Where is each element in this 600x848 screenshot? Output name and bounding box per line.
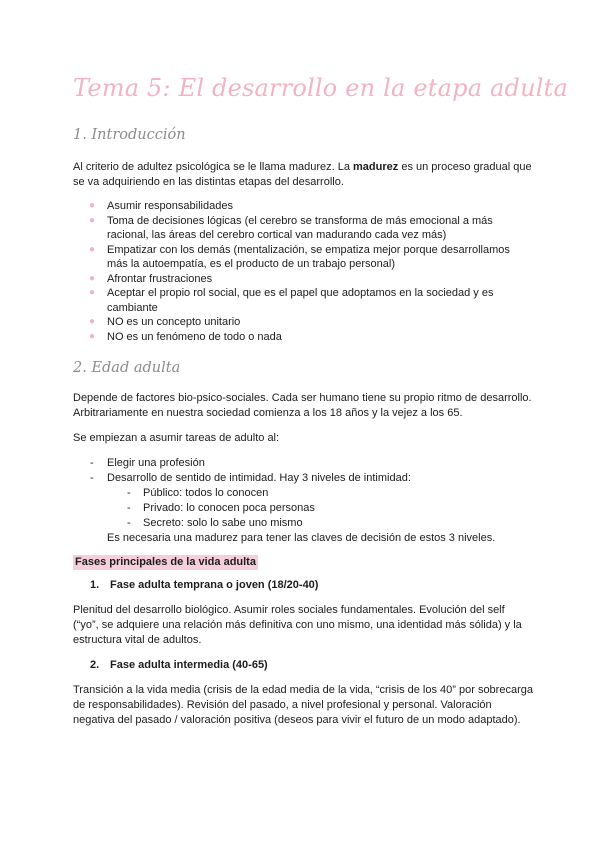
phase1-title: Fase adulta temprana o joven (18/20-40) (110, 579, 319, 591)
bullet-icon: ● (89, 214, 96, 226)
list-item (73, 272, 533, 287)
dash-marker: - (90, 472, 94, 484)
bullet-icon: ● (89, 243, 96, 255)
bullet-icon: ● (89, 287, 96, 298)
adult-age-paragraph: Depende de factores bio-psico-sociales. Cada ser humano tiene su propio ritmo de desarrollo. Arbitrariamente en nuestra sociedad comienza a los 18 años y la vejez a los 65. (73, 392, 532, 419)
phase2-title: Fase adulta intermedia (40-65) (110, 659, 268, 671)
list-item (73, 199, 533, 214)
list-item (73, 243, 533, 272)
adult-tasks-list (73, 456, 533, 546)
list-item-text: Empatizar con los demás (mentalización, se empatiza mejor porque desarrollamos más la autoempatía, es el producto de un trabajo personal) (107, 243, 510, 270)
phase1-number: 1. (90, 579, 100, 591)
intimacy-levels-list (73, 486, 533, 531)
intro-text-a: Al criterio de adultez psicológica se le llama madurez. La (73, 161, 354, 173)
list-item (73, 486, 533, 501)
list-item-text: Afrontar frustraciones (107, 272, 213, 285)
maturity-criteria-list (73, 199, 533, 344)
bullet-icon: ● (89, 200, 96, 211)
list-item (73, 501, 533, 516)
list-item-text: Aceptar el propio rol social, que es el papel que adoptamos en la sociedad y es cambiante (107, 287, 494, 314)
intro-paragraph (73, 160, 533, 190)
phases-heading: Fases principales de la vida adulta (75, 556, 256, 568)
section-heading-edad-adulta: 2. Edad adulta (73, 360, 181, 376)
phase2-number: 2. (90, 659, 100, 671)
phase1-paragraph: Plenitud del desarrollo biológico. Asumir roles sociales fundamentales. Evolución del self (“yo”, se adquiere una relación más definitiva con uno mismo, una identidad más sólida) y la estructura vital de adultos. (73, 604, 522, 646)
list-item (73, 286, 533, 315)
list-item-text: Privado: lo conocen poca personas (143, 502, 315, 514)
intro-text-b: es un proceso gradual que se va adquiriendo en las distintas etapas del desarrollo. (73, 161, 532, 188)
intro-bold-term: madurez (353, 161, 399, 173)
list-item-text: Desarrollo de sentido de intimidad. Hay 3 niveles de intimidad: (107, 472, 411, 484)
list-item-text: Elegir una profesión (107, 457, 205, 469)
list-item-text: Asumir responsabilidades (107, 200, 233, 212)
bullet-icon: ● (89, 272, 96, 284)
intimacy-levels-container (73, 486, 533, 531)
page-title: Tema 5: El desarrollo en la etapa adulta (73, 74, 568, 102)
list-item-text: Público: todos lo conocen (143, 487, 269, 499)
dash-marker: - (127, 487, 131, 499)
dash-marker: - (127, 517, 131, 529)
section-heading-introduccion: 1. Introducción (73, 127, 186, 143)
adult-tasks-intro: Se empiezan a asumir tareas de adulto al: (73, 432, 280, 444)
list-item-text: NO es un fenómeno de todo o nada (107, 330, 282, 343)
list-item (73, 315, 533, 330)
list-item-text: Secreto: solo lo sabe uno mismo (143, 517, 303, 529)
bullet-icon: ● (89, 330, 96, 342)
phase2-heading (90, 658, 268, 673)
list-item (73, 456, 533, 471)
intimacy-note: Es necesaria una madurez para tener las claves de decisión de estos 3 niveles. (107, 532, 496, 544)
dash-marker: - (90, 457, 94, 469)
phase2-paragraph: Transición a la vida media (crisis de la edad media de la vida, “crisis de los 40” por sobrecarga de responsabilidades). Revisión del pasado, a nivel profesional y personal. Valoración negativa del pasado / valoración positiva (deseos para vivir el futuro de un modo adaptado). (73, 684, 533, 726)
phase1-heading (90, 578, 318, 593)
dash-marker: - (127, 502, 131, 514)
list-item (73, 330, 533, 345)
list-item (73, 471, 533, 486)
list-item (73, 214, 533, 243)
list-item-text: Toma de decisiones lógicas (el cerebro se transforma de más emocional a más racional, las áreas del cerebro cortical van madurando cada vez más) (107, 214, 493, 241)
list-item-text: NO es un concepto unitario (107, 316, 241, 328)
bullet-icon: ● (89, 316, 96, 327)
list-item (73, 516, 533, 531)
